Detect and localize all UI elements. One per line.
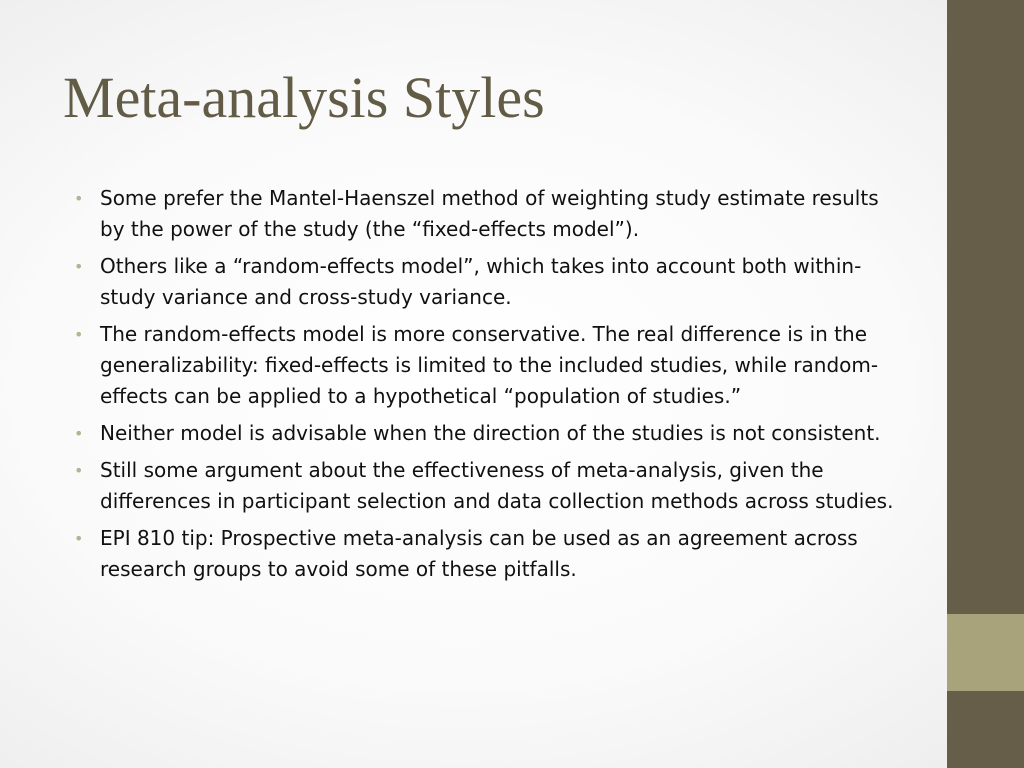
list-item bbox=[74, 183, 894, 245]
list-item bbox=[74, 319, 894, 412]
bullet-text: EPI 810 tip: Prospective meta-analysis can be used as an agreement across research groups to avoid some of these pitfalls. bbox=[100, 526, 858, 581]
bullet-text: Neither model is advisable when the direction of the studies is not consistent. bbox=[100, 421, 881, 445]
bullet-icon: • bbox=[74, 257, 84, 276]
bullet-text: Still some argument about the effectiveness of meta-analysis, given the differences in participant selection and data collection methods across studies. bbox=[100, 458, 894, 513]
bullet-text: The random-effects model is more conservative. The real difference is in the generalizability: fixed-effects is limited to the included studies, while random-effects can be applied to a hypothetical “population of studies.” bbox=[100, 322, 879, 408]
bullet-icon: • bbox=[74, 424, 84, 443]
slide-title: Meta-analysis Styles bbox=[63, 65, 545, 130]
list-item bbox=[74, 251, 894, 313]
bullet-icon: • bbox=[74, 189, 84, 208]
bullet-text: Others like a “random-effects model”, which takes into account both within-study variance and cross-study variance. bbox=[100, 254, 862, 309]
bullet-text: Some prefer the Mantel-Haenszel method of weighting study estimate results by the power of the study (the “fixed-effects model”). bbox=[100, 186, 879, 241]
bullet-list bbox=[74, 183, 894, 591]
list-item bbox=[74, 418, 894, 449]
bullet-icon: • bbox=[74, 461, 84, 480]
list-item bbox=[74, 455, 894, 517]
bullet-icon: • bbox=[74, 325, 84, 344]
list-item bbox=[74, 523, 894, 585]
sidebar-accent-block bbox=[947, 614, 1024, 691]
bullet-icon: • bbox=[74, 529, 84, 548]
